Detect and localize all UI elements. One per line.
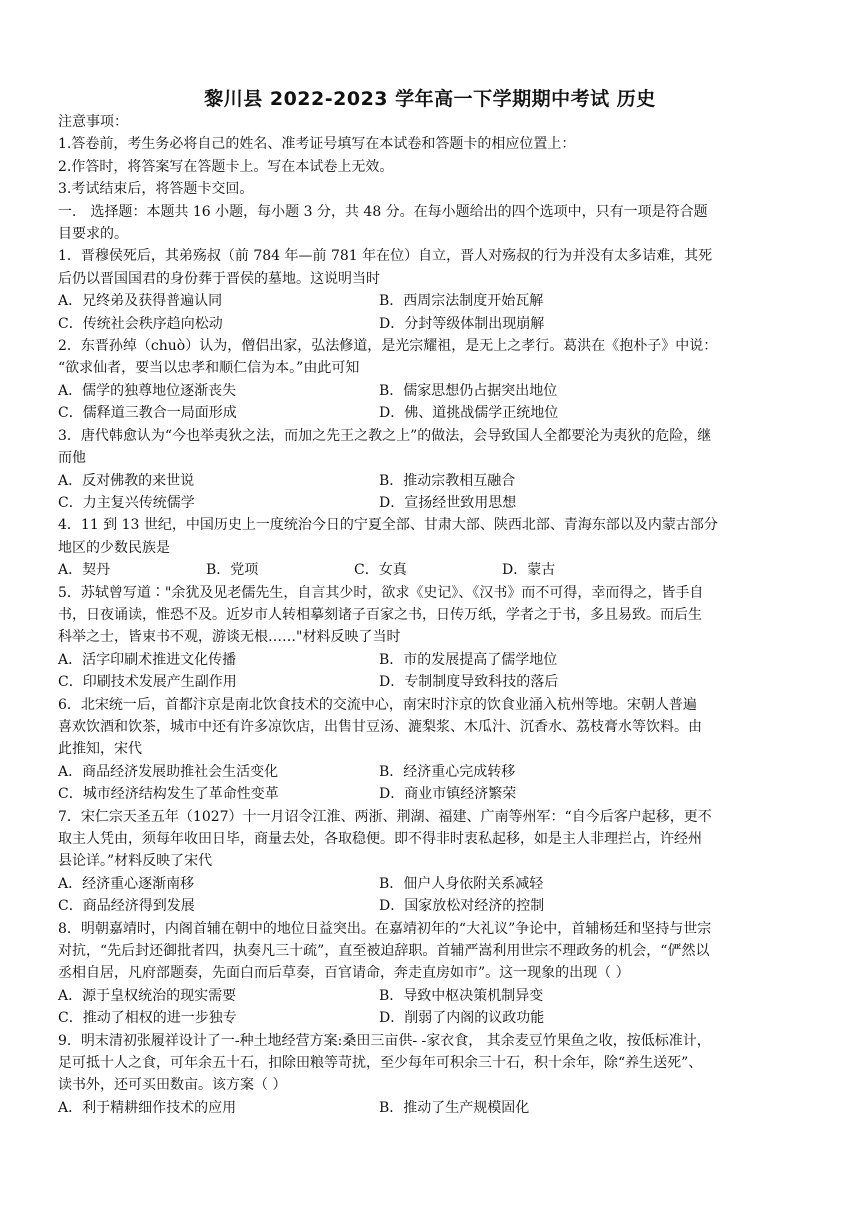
question-stem: 5．苏轼曾写道∶"余犹及见老儒先生，自言其少时，欲求《史记》、《汉书》而不可得，幸而得之，皆手自: [58, 584, 704, 601]
question-stem: 县论详。”材料反映了宋代: [58, 853, 213, 870]
option-row: [58, 985, 782, 1007]
notice-item: 2.作答时，将答案写在答题卡上。写在本试卷上无效。: [58, 158, 394, 175]
option-b: B．佃户人身依附关系减轻: [379, 875, 544, 892]
option-b: B．西周宗法制度开始瓦解: [379, 293, 544, 310]
question-stem: 对抗，“先后封还御批者四，执奏凡三十疏”，直至被迫辞职。首辅严嵩利用世宗不理政务的机会，“俨然以: [58, 943, 710, 960]
question-stem: 地区的少数民族是: [58, 539, 170, 556]
question-stem: 此推知，宋代: [58, 741, 142, 758]
option-row: [58, 470, 782, 492]
option-row: [58, 402, 782, 424]
option-d: D．削弱了内阁的议政功能: [379, 1010, 545, 1027]
option-d: D．商业市镇经济繁荣: [379, 786, 517, 803]
option-c: C．儒释道三教合一局面形成: [58, 405, 237, 422]
option-row: [58, 492, 782, 514]
question-stem: 书，日夜诵读，惟恐不及。近岁市人转相摹刻诸子百家之书，日传万纸，学者之于书，多且易致。而后生: [58, 606, 702, 623]
question-stem: 读书外，还可买田数亩。该方案（ ）: [58, 1077, 287, 1094]
option-row: [58, 313, 782, 335]
option-d: D．专制制度导致科技的落后: [379, 674, 559, 691]
notice-item: 1.答卷前，考生务必将自己的姓名、准考证号填写在本试卷和答题卡的相应位置上：: [58, 136, 576, 153]
option-row: [58, 290, 782, 312]
option-row: [58, 380, 782, 402]
question-stem: 7．宋仁宗天圣五年（1027）十一月诏令江淮、两浙、荆湖、福建、广南等州军：“自今后客户起移，更不: [58, 808, 712, 825]
option-row: [58, 895, 782, 917]
option-b: B．市的发展提高了儒学地位: [379, 651, 558, 668]
option-b: B．导致中枢决策机制异变: [379, 987, 544, 1004]
question-1: [58, 245, 782, 335]
question-8: [58, 918, 782, 1030]
option-b: B．儒家思想仍占据突出地位: [379, 382, 558, 399]
option-d: D．国家放松对经济的控制: [379, 898, 545, 915]
option-c: C．力主复兴传统儒学: [58, 494, 195, 511]
question-stem: 取主人凭由，须每年收田日毕，商量去处，各取稳便。即不得非时衷私起移，如是主人非理拦占，许经州: [58, 831, 702, 847]
question-5: [58, 582, 782, 694]
option-c: C．传统社会秩序趋向松动: [58, 315, 223, 332]
option-d: D．蒙古: [502, 562, 556, 579]
question-stem: 喜欢饮酒和饮茶，城市中还有许多凉饮店，出售甘豆汤、漉梨浆、木瓜汁、沉香水、荔枝膏水等饮料。由: [58, 718, 702, 735]
option-row: [58, 783, 782, 805]
option-a: A．商品经济发展助推社会生活变化: [58, 763, 279, 780]
option-a: A．活字印刷术推进文化传播: [58, 651, 237, 668]
option-b: B．推动宗教相互融合: [379, 472, 516, 489]
option-row: [58, 873, 782, 895]
question-2: [58, 335, 782, 425]
option-a: A．兄终弟及获得普遍认同: [58, 293, 223, 310]
option-a: A．反对佛教的来世说: [58, 472, 195, 489]
question-6: [58, 694, 782, 806]
option-c: C．印刷技术发展产生副作用: [58, 674, 237, 691]
question-stem: “欲求仙者，要当以忠孝和顺仁信为本。”由此可知: [58, 360, 360, 377]
option-c: C．推动了相权的进一步独专: [58, 1010, 237, 1027]
question-stem: 8．明朝嘉靖时，内阁首辅在朝中的地位日益突出。在嘉靖初年的“大礼议”争论中，首辅杨廷和坚持与世宗: [58, 920, 712, 937]
option-row: [58, 649, 782, 671]
question-stem: 4．11 到 13 世纪，中国历史上一度统治今日的宁夏全部、甘肃大部、陕西北部、青海东部以及内蒙古部分: [58, 517, 718, 534]
question-stem: 6．北宋统一后，首都汴京是南北饮食技术的交流中心，南宋时汴京的饮食业涌入杭州等地。宋朝人普遍: [58, 696, 697, 713]
notice-item: 3.考试结束后，将答题卡交回。: [58, 181, 254, 198]
question-stem: 2．东晋孙绰（chuò）认为，僧侣出家，弘法修道，是光宗耀祖，是无上之孝行。葛洪在《抱朴子》中说：: [58, 338, 718, 355]
section-instruction: 一． 选择题：本题共 16 小题，每小题 3 分，共 48 分。在每小题给出的四个选项中，只有一项是符合题: [58, 203, 708, 220]
question-4: [58, 514, 782, 581]
option-d: D．佛、道挑战儒学正统地位: [379, 405, 559, 422]
option-row: [58, 671, 782, 693]
question-stem: 丞相自居，凡府部题奏，先面白而后草奏，百官请命，奔走直房如市”。这一现象的出现（ ）: [58, 965, 630, 982]
exam-content: [58, 111, 782, 1119]
option-row: [58, 559, 782, 581]
option-row: [58, 1007, 782, 1029]
option-a: A．经济重心逐渐南移: [58, 875, 195, 892]
question-9: [58, 1030, 782, 1120]
question-stem: 后仍以晋国国君的身份葬于晋侯的墓地。这说明当时: [58, 270, 380, 287]
option-c: C．商品经济得到发展: [58, 898, 195, 915]
option-d: D．分封等级体制出现崩解: [379, 315, 545, 332]
option-a: A．契丹: [58, 562, 111, 579]
option-b: B．经济重心完成转移: [379, 763, 516, 780]
question-3: [58, 425, 782, 515]
option-b: B．党项: [206, 562, 259, 579]
section-instruction: 目要求的。: [58, 226, 128, 243]
question-7: [58, 806, 782, 918]
question-stem: 而他: [58, 450, 86, 467]
option-row: [58, 1097, 782, 1119]
option-a: A．利于精耕细作技术的应用: [58, 1099, 237, 1116]
question-stem: 科举之士，皆束书不观，游谈无根……"材料反映了当时: [58, 629, 401, 646]
option-row: [58, 761, 782, 783]
question-stem: 足可抵十人之食，可年余五十石，扣除田粮等苛扰，至少每年可积余三十石，积十余年，除“养生送死”、: [58, 1055, 703, 1072]
option-d: D．宣扬经世致用思想: [379, 494, 517, 511]
question-stem: 3．唐代韩愈认为“今也举夷狄之法，而加之先王之教之上”的做法，会导致国人全都要沦为夷狄的危险，继: [58, 427, 712, 444]
question-stem: 1．晋穆侯死后，其弟殇叔（前 784 年—前 781 年在位）自立，晋人对殇叔的行为并没有太多诘难，其死: [58, 248, 713, 265]
option-b: B．推动了生产规模固化: [379, 1099, 530, 1116]
exam-title: 黎川县 2022-2023 学年高一下学期期中考试 历史: [204, 88, 656, 110]
option-a: A．源于皇权统治的现实需要: [58, 987, 237, 1004]
notice-heading: 注意事项：: [58, 114, 128, 130]
option-c: C．女真: [354, 562, 407, 579]
option-a: A．儒学的独尊地位逐渐丧失: [58, 382, 237, 399]
question-stem: 9．明末清初张履祥设计了一-种土地经营方案:桑田三亩供- -家衣食， 其余麦豆竹果鱼之收，按低标准计，: [58, 1032, 711, 1049]
option-c: C．城市经济结构发生了革命性变革: [58, 786, 279, 803]
